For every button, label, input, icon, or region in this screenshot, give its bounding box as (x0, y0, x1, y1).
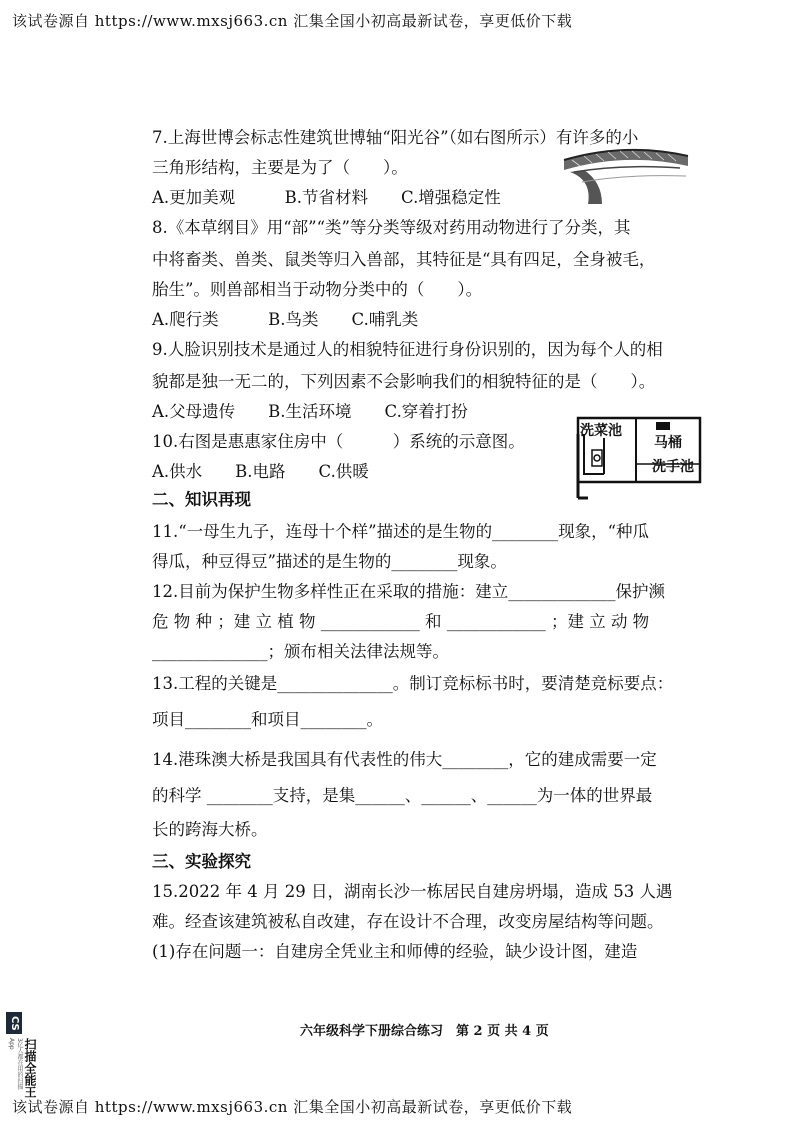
q11-line-2: 得瓜，种豆得豆”描述的是生物的________现象。 (152, 552, 507, 571)
q9-line-2: 貌都是独一无二的，下列因素不会影响我们的相貌特征的是（ ）。 (152, 372, 656, 391)
q14-line-2: 的科学 ________支持，是集______、______、______为一体的世界最 (152, 786, 653, 805)
q10-options: A.供水 B.电路 C.供暖 (152, 462, 369, 481)
label-wash-basin: 洗手池 (652, 459, 694, 475)
section-3-heading: 三、实验探究 (152, 852, 251, 871)
q8-line-2: 中将畜类、兽类、鼠类等归入兽部，其特征是“具有四足，全身被毛， (152, 250, 656, 269)
q9-line-1: 9.人脸识别技术是通过人的相貌特征进行身份识别的，因为每个人的相 (152, 340, 663, 359)
water-supply-diagram (574, 414, 704, 504)
q13-line-2: 项目________和项目________。 (152, 710, 383, 729)
q15-line-3: (1)存在问题一：自建房全凭业主和师傅的经验，缺少设计图，建造 (152, 942, 638, 961)
q7-line-1: 7.上海世博会标志性建筑世博轴“阳光谷”（如右图所示）有许多的小 (152, 128, 639, 147)
q7-options: A.更加美观 B.节省材料 C.增强稳定性 (152, 188, 501, 207)
label-vegetable-sink: 洗菜池 (580, 423, 622, 439)
q15-line-1: 15.2022 年 4 月 29 日，湖南长沙一栋居民自建房坍塌，造成 53 人遇 (152, 882, 673, 901)
source-banner-bottom: 该试卷源自 https://www.mxsj663.cn 汇集全国小初高最新试卷，享更低价下载 (12, 1098, 573, 1116)
q7-line-2: 三角形结构，主要是为了（ ）。 (152, 158, 408, 177)
scanner-brand: 扫描全能王 (23, 1038, 37, 1098)
camscanner-logo-icon: CS (6, 1012, 22, 1034)
q12-line-3: ______________；颁布相关法律法规等。 (152, 642, 449, 661)
q12-line-2: 危 物 种 ；建 立 植 物 ____________ 和 ____________ ；建 立 动 物 (152, 612, 650, 631)
source-banner-top: 该试卷源自 https://www.mxsj663.cn 汇集全国小初高最新试卷，享更低价下载 (12, 12, 573, 30)
q13-line-1: 13.工程的关键是______________。制订竞标标书时，要清楚竞标要点： (152, 674, 674, 693)
page-footer: 六年级科学下册综合练习 第 2 页 共 4 页 (300, 1024, 549, 1039)
sunshine-valley-image (562, 146, 690, 208)
q14-line-1: 14.港珠澳大桥是我国具有代表性的伟大________，它的建成需要一定 (152, 750, 657, 769)
q10-line-1: 10.右图是惠惠家住房中（ ）系统的示意图。 (152, 432, 525, 451)
q8-options: A.爬行类 B.鸟类 C.哺乳类 (152, 310, 419, 329)
q15-line-2: 难。经查该建筑被私自改建，存在设计不合理，改变房屋结构等问题。 (152, 912, 664, 931)
q8-line-1: 8.《本草纲目》用“部”“类”等分类等级对药用动物进行了分类，其 (152, 218, 631, 237)
q12-line-1: 12.目前为保护生物多样性正在采取的措施：建立_____________保护濒 (152, 582, 665, 601)
label-toilet: 马桶 (654, 435, 682, 451)
q14-line-3: 长的跨海大桥。 (152, 820, 268, 839)
q11-line-1: 11.“一母生九子，连母十个样”描述的是生物的________现象，“种瓜 (152, 522, 650, 541)
section-2-heading: 二、知识再现 (152, 490, 251, 509)
scanner-slogan: 3亿人都在用的扫描App (8, 1038, 23, 1090)
q9-options: A.父母遗传 B.生活环境 C.穿着打扮 (152, 402, 468, 421)
scanner-watermark (6, 1012, 40, 1098)
q8-line-3: 胎生”。则兽部相当于动物分类中的（ ）。 (152, 280, 483, 299)
